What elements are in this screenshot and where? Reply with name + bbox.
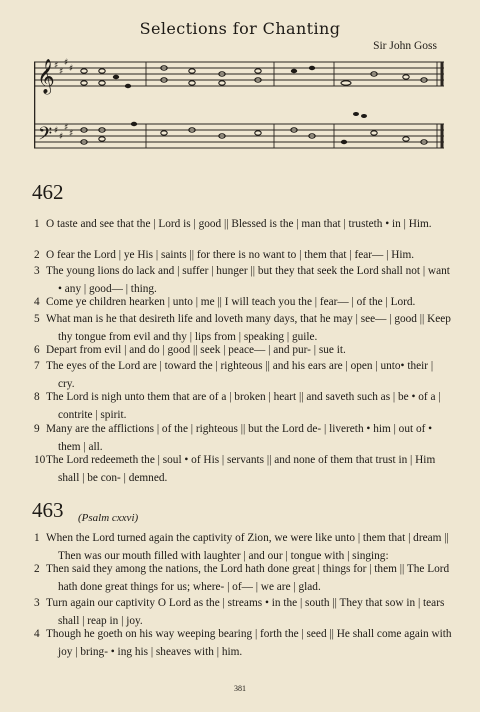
svg-text:♯: ♯ xyxy=(69,64,74,74)
psalm-reference: (Psalm cxxvi) xyxy=(78,512,139,524)
verse-text: When the Lord turned again the captivity of Zion, we were like unto | them that | dream || Then was our mouth filled with laughter | and our | tongue with | singing: xyxy=(46,532,449,562)
page-title: Selections for Chanting xyxy=(139,19,341,38)
verse-text: What man is he that desireth life and loveth many days, that he may | see— | good || Keep thy tongue from evil and thy | lips from | speaking | guile. xyxy=(46,313,451,343)
chant-score xyxy=(34,54,448,158)
svg-text:♯: ♯ xyxy=(64,58,69,68)
verse-number: 7 xyxy=(34,360,40,372)
svg-text:♯: ♯ xyxy=(54,61,59,71)
verse-number: 2 xyxy=(34,563,40,575)
verse-text: Come ye children hearken | unto | me || I will teach you the | fear— | of the | Lord. xyxy=(46,296,416,308)
verse xyxy=(34,451,452,487)
verse-text: The Lord redeemeth the | soul • of His | servants || and none of them that trust in | Him shall | be con- | demned. xyxy=(46,454,436,484)
psalm-number: 463 xyxy=(32,498,64,522)
verse xyxy=(34,293,452,311)
verse-number: 1 xyxy=(34,532,40,544)
verse-text: Depart from evil | and do | good || seek | peace— | and pur- | sue it. xyxy=(46,344,346,356)
verse-number: 4 xyxy=(34,628,40,640)
verse-text: The Lord is nigh unto them that are of a | broken | heart || and saveth such as | be • of a | contrite | spirit. xyxy=(46,391,441,421)
svg-text:♯: ♯ xyxy=(59,132,64,142)
verse-number: 3 xyxy=(34,265,40,277)
verse-number: 3 xyxy=(34,597,40,609)
verse xyxy=(34,215,452,233)
verse-text: Then said they among the nations, the Lord hath done great | things for | them || The Lord hath done great things for us; where- | of— | we are | glad. xyxy=(46,563,450,593)
page-number: 381 xyxy=(234,684,246,693)
verse-number: 4 xyxy=(34,296,40,308)
svg-text:𝄢: 𝄢 xyxy=(38,124,53,149)
verse xyxy=(34,388,452,424)
verse-text: Many are the afflictions | of the | righteous || but the Lord de- | livereth • him | out of • them | all. xyxy=(46,423,433,453)
verse-number: 6 xyxy=(34,344,40,356)
verse-text: The young lions do lack and | suffer | hunger || but they that seek the Lord shall not | want • any | good— | thing. xyxy=(46,265,450,295)
verse-text: O fear the Lord | ye His | saints || for there is no want to | them that | fear— | Him. xyxy=(46,249,415,261)
verse xyxy=(34,625,452,661)
verse-number: 2 xyxy=(34,249,40,261)
verse-number: 5 xyxy=(34,313,40,325)
svg-text:♯: ♯ xyxy=(54,126,59,136)
verse-number: 9 xyxy=(34,423,40,435)
svg-text:𝄞: 𝄞 xyxy=(37,59,55,94)
verse-number: 1 xyxy=(34,218,40,230)
verse-number: 8 xyxy=(34,391,40,403)
verse-text: The eyes of the Lord are | toward the | righteous || and his ears are | open | unto• their | cry. xyxy=(46,360,434,390)
svg-text:♯: ♯ xyxy=(59,67,64,77)
svg-text:♯: ♯ xyxy=(64,123,69,133)
psalm-number: 462 xyxy=(32,180,64,204)
verse xyxy=(34,560,452,596)
verse-text: Turn again our captivity O Lord as the | streams • in the | south || They that sow in | tears shall | reap in | joy. xyxy=(46,597,445,627)
svg-text:♯: ♯ xyxy=(69,129,74,139)
verse-text: O taste and see that the | Lord is | good || Blessed is the | man that | trusteth • in | Him. xyxy=(46,218,432,230)
verse-text: Though he goeth on his way weeping bearing | forth the | seed || He shall come again with joy | bring- • ing his | sheaves with | him. xyxy=(46,628,452,658)
verse-number: 10 xyxy=(34,454,46,466)
composer-credit: Sir John Goss xyxy=(373,40,437,52)
